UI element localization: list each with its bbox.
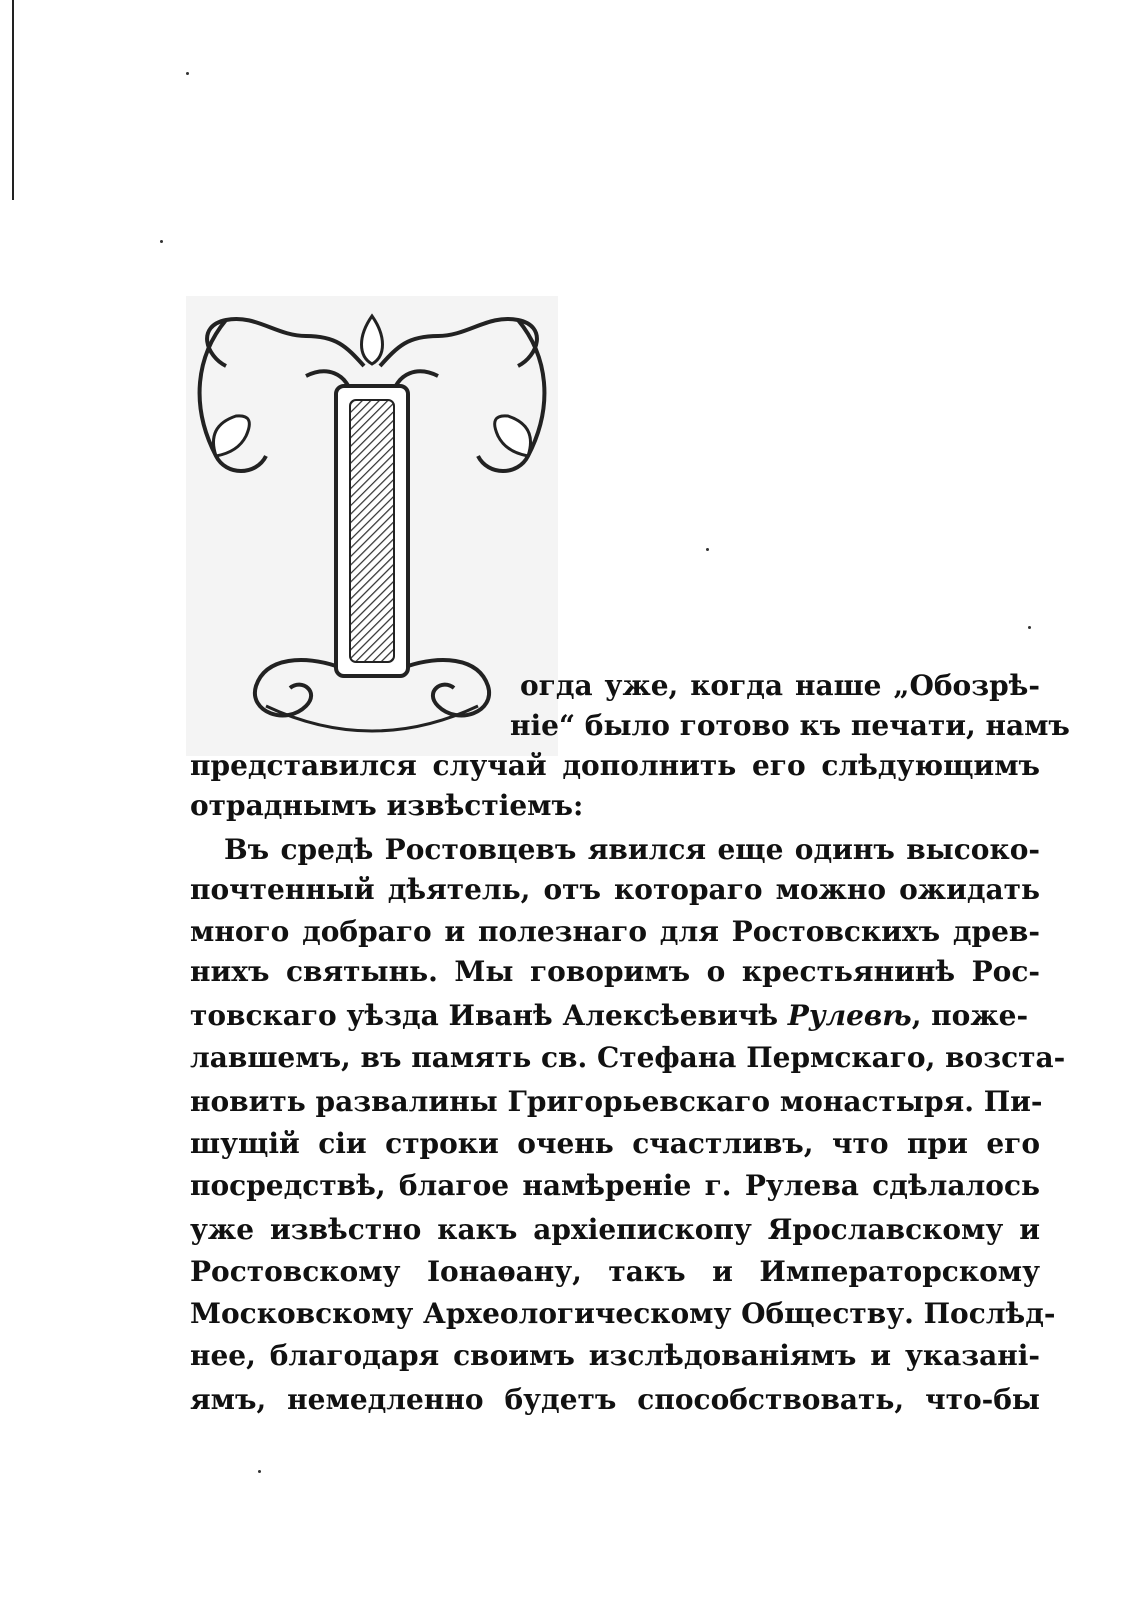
ornamental-t-icon bbox=[186, 296, 558, 756]
text-line-1: огда уже, когда наше „Обозрѣ- bbox=[520, 669, 1040, 702]
text-line-7: много добраго и полезнаго для Ростовскихъ древ- bbox=[190, 915, 1040, 948]
text-line-15: Ростовскому Іонаѳану, такъ и Императорскому bbox=[190, 1255, 1040, 1288]
text-line-10: лавшемъ, въ память св. Стефана Пермскаго, возста- bbox=[190, 1041, 1066, 1074]
text-line-11: новить развалины Григорьевскаго монастыря. Пи- bbox=[190, 1085, 1043, 1118]
text-line-9-start: товскаго уѣзда Иванѣ Алексѣевичѣ bbox=[190, 999, 779, 1032]
text-line-5: Въ средѣ Ростовцевъ явился еще одинъ высоко- bbox=[224, 833, 1040, 866]
text-line-9-end: , поже- bbox=[911, 999, 1029, 1032]
text-line-13: посредствѣ, благое намѣреніе г. Рулева сдѣлалось bbox=[190, 1169, 1040, 1202]
ornamental-initial bbox=[186, 296, 558, 756]
text-line-9 bbox=[190, 999, 1040, 1032]
text-line-8: нихъ святынь. Мы говоримъ о крестьянинѣ Рос- bbox=[190, 955, 1040, 988]
text-line-3: представился случай дополнить его слѣдующимъ bbox=[190, 749, 1040, 782]
scan-edge-line bbox=[12, 0, 14, 200]
text-line-18: ямъ, немедленно будетъ способствовать, что-бы bbox=[190, 1383, 1040, 1416]
scan-speck bbox=[1028, 626, 1031, 629]
text-line-2: ніе“ было готово къ печати, намъ bbox=[510, 709, 1070, 742]
scan-speck bbox=[706, 548, 709, 551]
text-line-4: отраднымъ извѣстіемъ: bbox=[190, 789, 584, 822]
text-line-12: шущій сіи строки очень счастливъ, что при его bbox=[190, 1127, 1040, 1160]
text-line-16: Московскому Археологическому Обществу. Послѣд- bbox=[190, 1297, 1056, 1330]
scan-speck bbox=[186, 72, 189, 75]
text-line-6: почтенный дѣятель, отъ котораго можно ожидать bbox=[190, 873, 1040, 906]
surname-italic: Рулевѣ bbox=[787, 999, 912, 1032]
text-line-17: нее, благодаря своимъ изслѣдованіямъ и указані- bbox=[190, 1339, 1040, 1372]
scan-speck bbox=[160, 240, 163, 243]
text-line-14: уже извѣстно какъ архіепископу Ярославскому и bbox=[190, 1213, 1040, 1246]
scan-speck bbox=[258, 1470, 261, 1473]
